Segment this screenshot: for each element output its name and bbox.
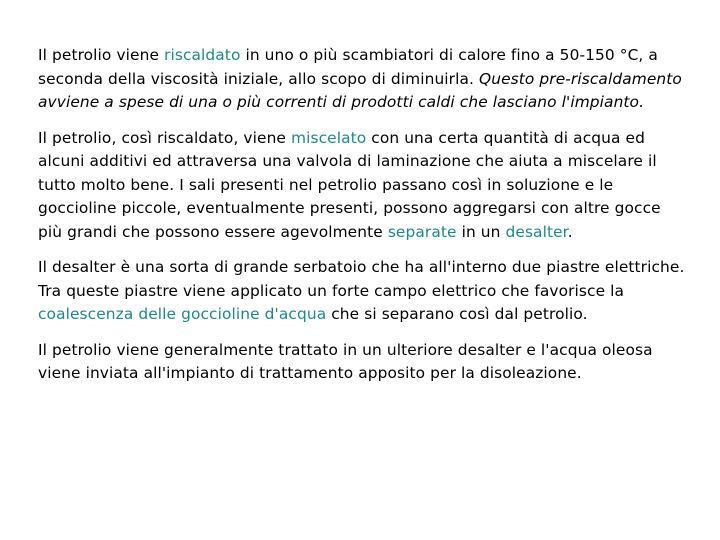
text-run: in un <box>456 222 506 241</box>
paragraph-mixing <box>38 127 688 245</box>
text-run: . <box>567 222 573 241</box>
italic-note: Questo pre-riscaldamento avviene a spese di una o più correnti di prodotti caldi che lasciano l'impianto. <box>38 69 682 111</box>
text-run: Il petrolio viene generalmente trattato in un ulteriore desalter e l'acqua oleosa viene inviata all'impianto di trattamento apposito per la disoleazione. <box>38 340 653 382</box>
text-run: Il petrolio, così riscaldato, viene <box>38 128 291 147</box>
text-run: Il petrolio viene <box>38 46 165 64</box>
keyword-separate: separate <box>387 222 457 241</box>
paragraph-desalter <box>38 256 688 327</box>
slide-body <box>38 44 688 398</box>
text-run: con una certa quantità di acqua ed alcuni additivi ed attraversa una valvola di laminazione che aiuta a miscelare il tutto molto bene. I sali presenti nel petrolio passano così in soluzione e le goccioline piccole, eventualmente presenti, possono aggregarsi con altre gocce più grandi che possono essere agevolmente <box>38 128 661 241</box>
keyword-miscelato: miscelato <box>291 128 367 147</box>
keyword-coalescenza: coalescenza delle goccioline d'acqua <box>38 305 327 323</box>
paragraph-treatment <box>38 339 688 386</box>
paragraph-heating <box>38 44 688 115</box>
text-run: in uno o più scambiatori di calore fino a 50-150 °C, a seconda della viscosità iniziale, allo scopo di diminuirla. <box>38 46 658 88</box>
text-run: Il desalter è una sorta di grande serbatoio che ha all'interno due piastre elettriche. Tra queste piastre viene applicato un forte campo elettrico che favorisce la <box>38 258 685 300</box>
keyword-desalter: desalter <box>505 222 568 241</box>
text-run: che si separano così dal petrolio. <box>326 305 588 323</box>
keyword-riscaldato: riscaldato <box>164 46 241 64</box>
